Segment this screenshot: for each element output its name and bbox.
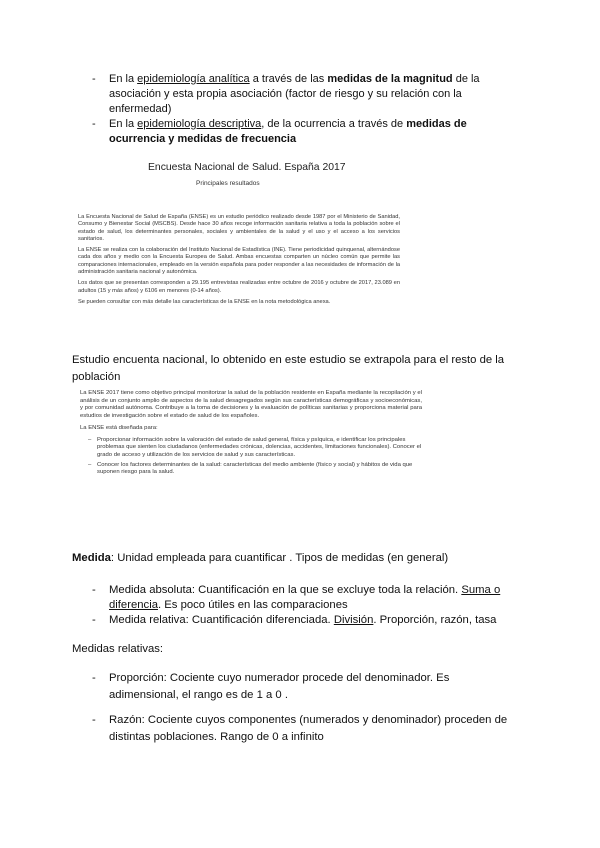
relativas-heading: Medidas relativas:: [72, 643, 164, 655]
link-descriptiva: epidemiología descriptiva: [137, 118, 262, 130]
bullet-dash: -: [92, 73, 96, 85]
bullet-dash: -: [92, 614, 96, 626]
scan-paragraph: La ENSE se realiza con la colaboración del Instituto Nacional de Estadística (INE). Tiene periodicidad quinquenal, alternándose cada dos años y medio con la Encuesta Europea de Salud. Ambas encuestas comparten un núcleo común que permite las comparaciones internacionales, empleado en la versión española para poder responder a las necesidades de información de la administración sanitaria nacional y autonómica.: [78, 247, 400, 276]
bullet-dash: -: [92, 118, 96, 130]
bullet-razon: - Razón: Cociente cuyos componentes (numerados y denominador) proceden de distintas poblaciones. Rango de 0 a infinito: [92, 714, 508, 743]
scan2-body: [80, 390, 422, 479]
scan-paragraph: La Encuesta Nacional de Salud de España (ENSE) es un estudio periódico realizado desde 1987 por el Ministerio de Sanidad, Consumo y Bienestar Social (MSCBS). Desde hace 30 años recoge información sanitaria relativa a toda la población sobre el estado de salud, los determinantes personales, sociales y ambientales de la salud y el uso y el acceso a los servicios sanitarios.: [78, 214, 400, 242]
bullet-dash: -: [92, 672, 96, 684]
bullet-descriptiva: - En la epidemiología descriptiva, de la ocurrencia a través de medidas de ocurrencia y medidas de frecuencia: [92, 118, 467, 145]
scan-subtitle: Principales resultados: [196, 180, 260, 187]
medida-line: Medida: Unidad empleada para cuantificar . Tipos de medidas (en general): [72, 552, 449, 564]
scan-paragraph: Los datos que se presentan corresponden a 29.195 entrevistas realizadas entre octubre de 2016 y octubre de 2017, 23.089 en adultos (15 y más años) y 6106 en menores (0-14 años).: [78, 280, 400, 294]
bullet-proporcion: - Proporción: Cociente cuyo numerador procede del denominador. Es adimensional, el rango es de 1 a 0 .: [92, 672, 450, 701]
scan2-intro: La ENSE 2017 tiene como objetivo principal monitorizar la salud de la población residente en España mediante la recopilación y el análisis de un conjunto amplio de aspectos de la salud desagregados según sus características demográficas y socioeconómicas, y por comunidad autónoma. Contribuye a la toma de decisiones y la evaluación de políticas sanitarias y proporciona material para estudios de investigación sobre el estado de salud de los españoles.: [80, 390, 422, 420]
bullet-dash: -: [92, 714, 96, 726]
bullet-dash: -: [92, 584, 96, 596]
scan2-designed: La ENSE está diseñada para:: [80, 424, 158, 431]
scan2-item: – Proporcionar información sobre la valoración del estado de salud general, física y psíquica, e identificar los principales problemas que sienten los ciudadanos (enfermedades crónicas, dolencias, accidentes, limitaciones funcionales). Conocer el grado de acceso y utilización de los servicios de salud y sus características.: [88, 436, 422, 458]
scan2-item: – Conocer los factores determinantes de la salud: características del medio ambiente (físico y social) y hábitos de vida que suponen riesgo para la salud.: [88, 461, 413, 476]
bullet-relativa: - Medida relativa: Cuantificación diferenciada. División. Proporción, razón, tasa: [92, 614, 497, 626]
caption-text: Estudio encuenta nacional, lo obtenido en este estudio se extrapola para el resto de la población: [72, 354, 505, 383]
link-analitica: epidemiología analítica: [137, 73, 250, 85]
scan-body: [78, 214, 400, 310]
bullet-analitica: - En la epidemiología analítica a través de las medidas de la magnitud de la asociación y esta propia asociación (factor de riesgo y su relación con la enfermedad): [92, 73, 480, 115]
bullet-absoluta: - Medida absoluta: Cuantificación en la que se excluye toda la relación. Suma o diferencia. Es poco útiles en las comparaciones: [92, 584, 501, 611]
scan-title: Encuesta Nacional de Salud. España 2017: [148, 162, 346, 173]
scan-paragraph: Se pueden consultar con más detalle las características de la ENSE en la nota metodológica anexa.: [78, 298, 331, 305]
